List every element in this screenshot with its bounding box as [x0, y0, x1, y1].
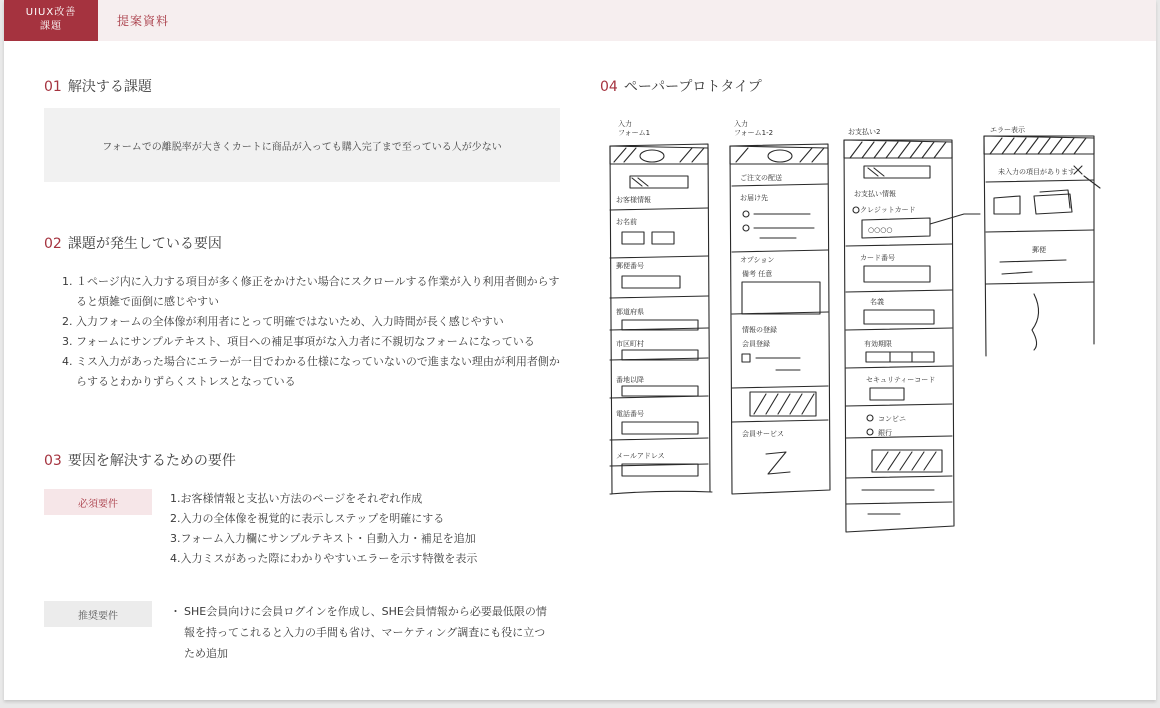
sketch-text: 銀行	[878, 429, 892, 437]
section1-number: 01	[44, 79, 62, 95]
requirement-item: 1.お客様情報と支払い方法のページをそれぞれ作成	[170, 492, 423, 505]
sketch-text: お名前	[616, 218, 637, 226]
sketch-label: エラー表示	[990, 126, 1025, 134]
section2-number: 02	[44, 236, 62, 252]
sketch-label: 入力フォーム1	[618, 120, 651, 137]
section3-title: 要因を解決するための要件	[67, 453, 236, 469]
problem-box	[44, 108, 560, 182]
requirement-item: 3.フォーム入力欄にサンプルテキスト・自動入力・補足を追加	[170, 532, 476, 545]
sketch-text: 都道府県	[616, 308, 644, 316]
sketch-text: 郵便	[1032, 246, 1046, 254]
section3-heading	[44, 450, 236, 470]
section3-number: 03	[44, 453, 62, 469]
section4-title: ペーパープロトタイプ	[623, 79, 762, 95]
section1-title: 解決する課題	[67, 79, 152, 95]
sketch-text: 会員サービス	[742, 430, 784, 438]
sketch-text: コンビニ	[878, 415, 906, 423]
tag-line1: UIUX改善	[25, 7, 77, 18]
slide	[4, 0, 1156, 700]
sketch-text: 名義	[870, 298, 884, 306]
document-title: 提案資料	[117, 14, 170, 28]
sketch-screen-3	[844, 127, 980, 532]
sketch-text: メールアドレス	[616, 452, 665, 460]
cause-item	[62, 312, 562, 332]
cause-item	[62, 332, 562, 352]
cause-item	[62, 272, 562, 312]
cause-number: 2.	[62, 315, 73, 328]
sketch-screen-1	[610, 119, 712, 494]
section1-heading	[44, 76, 152, 96]
sketch-text: ○○○○	[868, 226, 893, 234]
sketch-text: 番地以降	[616, 376, 644, 384]
recommended-requirements-label: 推奨要件	[44, 601, 152, 627]
section4-heading	[600, 76, 762, 96]
sketch-text: クレジットカード	[860, 206, 916, 214]
sketch-text: お支払い情報	[854, 190, 896, 198]
cause-number: 4.	[62, 355, 73, 368]
cause-text: フォームにサンプルテキスト、項目への補足事項がな入力者に不親切なフォームになっている	[76, 335, 535, 348]
paper-prototype-sketch	[600, 118, 1120, 538]
causes-list	[62, 272, 562, 392]
sketch-text: 情報の登録	[742, 326, 777, 334]
category-tag	[4, 0, 98, 41]
cause-number: 3.	[62, 335, 73, 348]
recommended-text: SHE会員向けに会員ログインを作成し、SHE会員情報から必要最低限の情報を持ってこれると入力の手間も省け、マーケティング調査にも役に立つため追加	[184, 605, 547, 660]
cause-text: 入力フォームの全体像が利用者にとって明確ではないため、入力時間が長く感じやすい	[76, 315, 504, 328]
sketch-text: 市区町村	[616, 340, 644, 348]
sketch-text: セキュリティーコード	[866, 376, 936, 384]
sketch-text: 有効期限	[864, 340, 892, 348]
requirement-item: 4.入力ミスがあった際にわかりやすいエラーを示す特徴を表示	[170, 552, 478, 565]
sketch-text: ご注文の配送	[740, 174, 782, 182]
header-bar	[4, 0, 1156, 41]
bullet: ・	[170, 605, 181, 618]
sketch-drawing	[600, 118, 1120, 538]
sketch-text: 未入力の項目があります	[998, 168, 1075, 176]
sketch-text: 備考 任意	[742, 270, 773, 278]
cause-text: １ページ内に入力する項目が多く修正をかけたい場合にスクロールする作業が入り利用者側からすると煩雑で面倒に感じやすい	[76, 275, 560, 308]
cause-text: ミス入力があった場合にエラーが一目でわかる仕様になっていないので進まない理由が利用者側からするとわかりずらくストレスとなっている	[76, 355, 560, 388]
cause-number: 1.	[62, 275, 73, 288]
tag-line2: 課題	[40, 21, 62, 32]
sketch-text: カード番号	[860, 254, 895, 262]
recommended-requirement	[170, 601, 554, 664]
sketch-screen-4	[984, 125, 1100, 356]
sketch-text: オプション	[740, 256, 775, 264]
must-requirements-label: 必須要件	[44, 489, 152, 515]
sketch-label: 入力フォーム1-2	[734, 120, 774, 137]
sketch-text: 郵便番号	[616, 262, 644, 270]
sketch-text: お届け先	[740, 194, 768, 202]
sketch-text: 電話番号	[616, 410, 644, 418]
sketch-screen-2	[730, 119, 830, 494]
section2-heading	[44, 233, 222, 253]
sketch-text: 会員登録	[742, 340, 770, 348]
section2-title: 課題が発生している要因	[67, 236, 222, 252]
cause-item	[62, 352, 562, 392]
requirement-item: 2.入力の全体像を視覚的に表示しステップを明確にする	[170, 512, 445, 525]
sketch-label: お支払い2	[848, 128, 881, 136]
problem-text: フォームでの離脱率が大きくカートに商品が入っても購入完了まで至っている人が少ない	[102, 141, 502, 153]
sketch-text: お客様情報	[616, 196, 651, 204]
section4-number: 04	[600, 79, 618, 95]
must-requirements-list	[170, 489, 477, 569]
